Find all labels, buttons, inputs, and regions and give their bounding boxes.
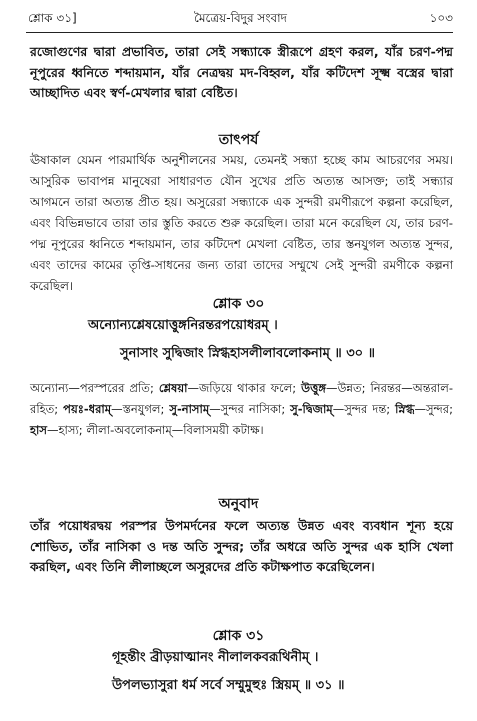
synonym-meaning: অন্তরাল-রহিত; — [30, 381, 453, 416]
synonym-word: শ্লেষয়া — [158, 381, 188, 395]
page-header — [28, 8, 453, 30]
synonym-word: লীলা-অবলোকনাম্ — [86, 423, 172, 437]
verse-30-line-1: অন্যোন্যশ্লেষয়োত্তুঙ্গনিরন্তরপয়োধরম্ । — [88, 318, 278, 333]
purport-heading: তাৎপর্য — [218, 132, 259, 148]
verse-31-line-1: গূহন্তীং ব্রীড়য়াত্মানং নীলালকবরূথিনীম্ । — [112, 650, 319, 665]
synonym-word: উত্তুঙ্গ — [301, 381, 326, 395]
intro-paragraph: রজোগুণের দ্বারা প্রভাবিত, তারা সেই সন্ধ্যাকে স্ত্রীরূপে গ্রহণ করল, যাঁর চরণ-পদ্ম নূপুরের ধ্বনিতে শব্দায়মান, যাঁর নেত্রদ্বয় মদ-বিহ্বল, যাঁর কটিদেশ সূক্ষ্ম বস্ত্রের দ্বারা আচ্ছাদিত এবং স্বর্ণ-মেখলার দ্বারা বেষ্টিত। — [30, 44, 453, 100]
synonym-word: সু-নাসাম্ — [169, 402, 210, 416]
word-for-word: অন্যোন্য—পরস্পরের প্রতি; শ্লেষয়া—জড়িয়ে থাকার ফলে; উত্তুঙ্গ—উন্নত; নিরন্তর—অন্তরাল-রহিত; পয়ঃ-ধরাম্—স্তনযুগল; সু-নাসাম্—সুন্দর নাসিকা; সু-দ্বিজাম্—সুন্দর দন্ত; স্নিগ্ধ—সুন্দর; হাস—হাস্য; লীলা-অবলোকনাম্—বিলাসময়ী কটাক্ষ। — [30, 381, 453, 437]
synonym-meaning: হাস্য; — [58, 423, 87, 437]
synonym-word: হাস — [30, 423, 47, 437]
page-number: ১০৩ — [429, 11, 453, 25]
chapter-title: মৈত্রেয়-বিদুর সংবাদ — [194, 11, 287, 25]
verse-30-heading: শ্লোক ৩০ — [212, 296, 265, 312]
synonym-meaning: স্তনযুগল; — [122, 402, 170, 416]
synonym-word: অন্যোন্য — [30, 381, 69, 395]
synonym-word: স্নিগ্ধ — [395, 402, 415, 416]
synonym-meaning: পরস্পরের প্রতি; — [79, 381, 159, 395]
verse-reference: শ্লোক ৩১] — [28, 11, 77, 25]
synonym-meaning: উন্নত; — [337, 381, 371, 395]
translation-text: তাঁর পয়োধরদ্বয় পরস্পর উপমর্দনের ফলে অত্যন্ত উন্নত এবং ব্যবধান শূন্য হয়ে শোভিত, তাঁর নাসিকা ও দন্ত অতি সুন্দর; তাঁর অধরে অতি সুন্দর এক হাসি খেলা করছিল, এবং তিনি লীলাচ্ছলে অসুরদের প্রতি কটাক্ষপাত করেছিলেন। — [30, 518, 453, 574]
synonym-meaning: জড়িয়ে থাকার ফলে; — [198, 381, 302, 395]
synonym-word: সু-দ্বিজাম্ — [290, 402, 333, 416]
verse-31-line-2: উপলভ্যাসুরা ধর্ম সর্বে সম্মুমুহুঃ স্ত্রিয়ম্ ॥ ৩১ ॥ — [112, 678, 345, 693]
synonym-meaning: সুন্দর; — [425, 402, 453, 416]
synonym-meaning: সুন্দর দন্ত; — [344, 402, 396, 416]
synonym-word: নিরন্তর — [370, 381, 402, 395]
purport-text: ঊষাকাল যেমন পারমার্থিক অনুশীলনের সময়, তেমনই সন্ধ্যা হচ্ছে কাম আচরণের সময়। আসুরিক ভাবাপন্ন মানুষেরা সাধারণত যৌন সুখের প্রতি অত্যন্ত আসক্ত; তাই সন্ধ্যার আগমনে তারা অত্যন্ত প্রীত হয়। অসুরেরা সন্ধ্যাকে এক সুন্দরী রমণীরূপে কল্পনা করেছিল, এবং বিভিন্নভাবে তারা তার স্তুতি করতে শুরু করেছিল। তারা মনে করেছিল যে, তার চরণ-পদ্ম নূপুরের ধ্বনিতে শব্দায়মান, তার কটিদেশ মেখলা বেষ্টিত, তার স্তনযুগল অত্যন্ত সুন্দর, এবং তাদের কামের তৃপ্তি-সাধনের জন্য তারা তাদের সম্মুখে সেই সুন্দরী রমণীকে কল্পনা করেছিল। — [30, 153, 453, 293]
translation-heading: অনুবাদ — [218, 496, 259, 512]
verse-30-line-2: সুনাসাং সুদ্বিজাং স্নিগ্ধহাসলীলাবলোকনাম্ ॥ ৩০ ॥ — [120, 346, 375, 361]
header-rule — [26, 32, 453, 33]
synonym-word: পয়ঃ-ধরাম্ — [63, 402, 112, 416]
verse-31-heading: শ্লোক ৩১ — [212, 628, 265, 644]
synonym-meaning: বিলাসময়ী কটাক্ষ। — [183, 423, 264, 437]
synonym-meaning: সুন্দর নাসিকা; — [220, 402, 291, 416]
